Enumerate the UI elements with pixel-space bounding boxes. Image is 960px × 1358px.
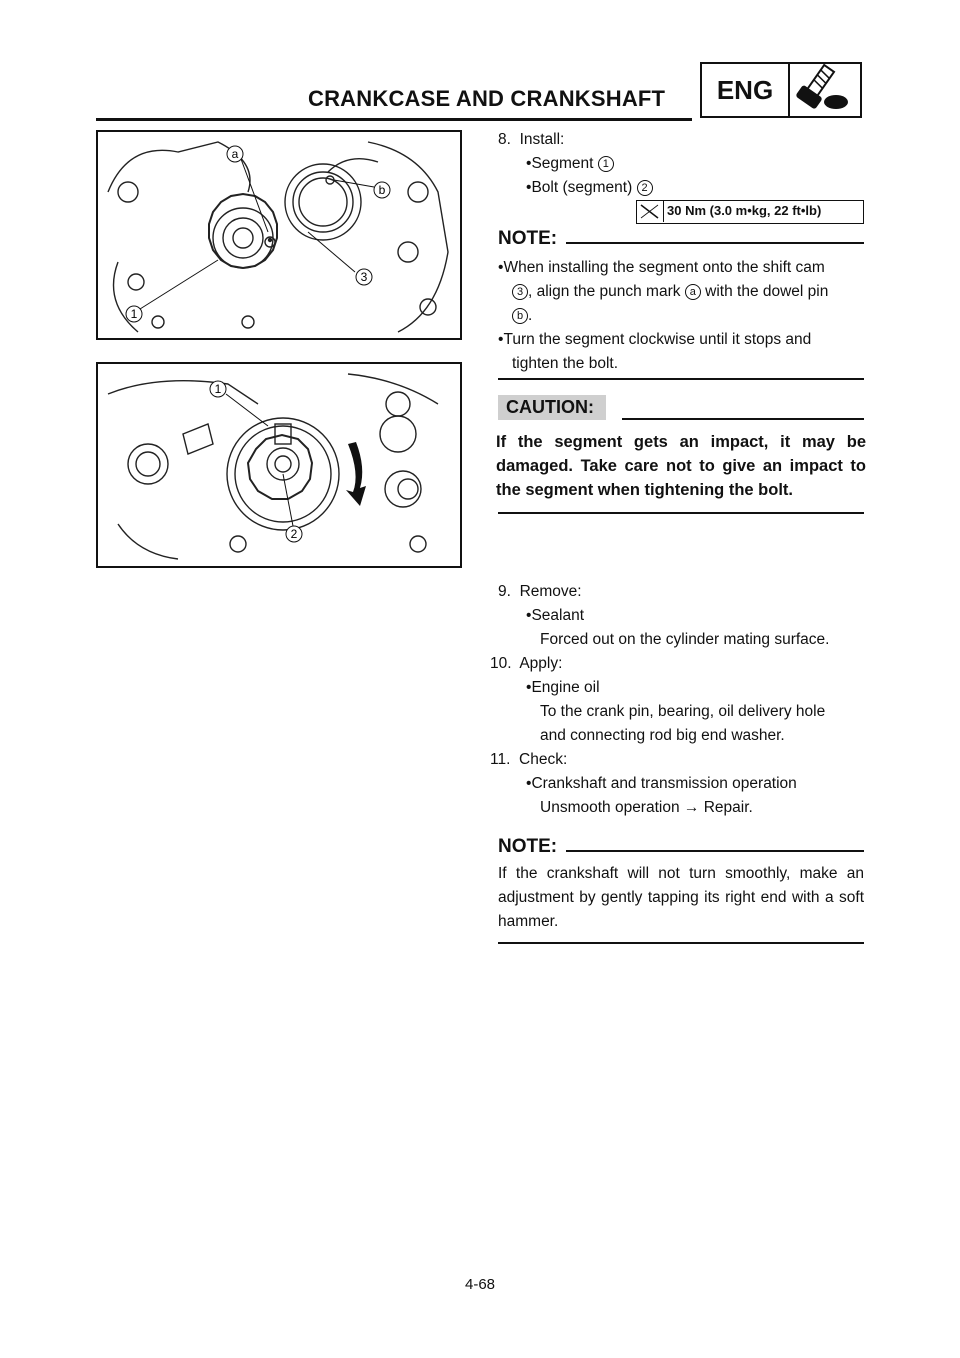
note-bullet-1-cont (512, 280, 864, 304)
step-11 (490, 748, 567, 772)
step-number: 9. (498, 583, 511, 600)
item-text: Bolt (segment) (531, 179, 633, 196)
caution-text: If the segment gets an impact, it may be damaged. Take care not to give an impact to the segment when tightening the bolt. (496, 433, 866, 499)
figure-2-drawing (98, 364, 460, 566)
ref-badge: 2 (637, 180, 653, 196)
ref-badge: 1 (598, 156, 614, 172)
list-item: •Engine oil (526, 679, 600, 696)
step-action: Check: (519, 751, 568, 768)
section-tab (700, 62, 862, 118)
note-text: , align the punch mark (528, 283, 681, 300)
figure-segment-tighten (96, 362, 462, 568)
step-action: Remove: (519, 583, 582, 600)
step-number: 11. (490, 751, 511, 768)
item-detail: To the crank pin, bearing, oil delivery hole (540, 703, 826, 720)
step-10 (490, 652, 562, 676)
callout-1: 1 (214, 382, 222, 396)
list-item: •Bolt (segment) 2 (526, 176, 653, 200)
callout-a: a (231, 147, 239, 161)
note-text: When installing the segment onto the shift cam (503, 259, 825, 276)
item-text: Segment (531, 155, 594, 172)
item-detail: and connecting rod big end washer. (540, 727, 785, 744)
caution-end-rule (498, 512, 864, 514)
engine-bolt-icon (790, 64, 860, 116)
note-end-rule (498, 942, 864, 944)
item-detail: Forced out on the cylinder mating surface. (540, 631, 830, 648)
item-text: Sealant (531, 607, 585, 624)
note-end-rule (498, 378, 864, 380)
note-text: Turn the segment clockwise until it stops and (503, 331, 812, 348)
caution-heading-rule (622, 418, 864, 420)
note-heading: NOTE: (498, 836, 558, 857)
step-action: Apply: (519, 655, 563, 672)
list-item: •Sealant (526, 607, 585, 624)
page-number: 4-68 (464, 1276, 496, 1293)
item-text: Crankshaft and transmission operation (531, 775, 797, 792)
step-number: 8. (498, 131, 511, 148)
note-heading-rule (566, 850, 864, 852)
callout-b: b (378, 183, 386, 197)
detail-text: Unsmooth operation (540, 799, 680, 816)
note-heading-rule (566, 242, 864, 244)
figure-segment-install (96, 130, 462, 340)
page-title: CRANKCASE AND CRANKSHAFT (308, 86, 666, 111)
arrow-icon: → (683, 799, 700, 816)
note-bullet-1: •When installing the segment onto the shift cam (498, 259, 825, 276)
note-bullet-2-cont (512, 352, 618, 376)
list-item: •Crankshaft and transmission operation (526, 775, 797, 792)
figure-1-drawing (98, 132, 460, 338)
list-item: •Segment 1 (526, 152, 614, 176)
callout-3: 3 (360, 270, 368, 284)
callout-1: 1 (130, 307, 138, 321)
note-text: . (528, 307, 533, 324)
detail-text: Repair. (703, 799, 753, 816)
note-text: with the dowel pin (705, 283, 829, 300)
step-action: Install: (519, 131, 565, 148)
note-text: If the crankshaft will not turn smoothly, make an adjustment by gently tapping its right end with a soft hammer. (498, 865, 864, 930)
item-detail (540, 796, 753, 820)
torque-spec (636, 200, 864, 224)
callout-2: 2 (290, 527, 298, 541)
rotation-arrow-icon (346, 442, 366, 506)
note-bullet-2: •Turn the segment clockwise until it stops and (498, 331, 812, 348)
step-9 (498, 580, 582, 604)
note-heading: NOTE: (498, 228, 558, 249)
ref-badge: 3 (512, 284, 528, 300)
item-text: Engine oil (531, 679, 600, 696)
ref-badge: a (685, 284, 701, 300)
caution-label: CAUTION: (498, 395, 606, 420)
note-bullet-1-end (512, 304, 532, 328)
torque-wrench-icon (637, 201, 664, 222)
torque-value: 30 Nm (3.0 m•kg, 22 ft•lb) (667, 203, 822, 218)
header-rule (96, 118, 692, 121)
ref-badge: b (512, 308, 528, 324)
step-8 (498, 128, 564, 152)
step-number: 10. (490, 655, 512, 672)
note-text: tighten the bolt. (512, 355, 618, 372)
section-tab-label: ENG (702, 64, 790, 116)
